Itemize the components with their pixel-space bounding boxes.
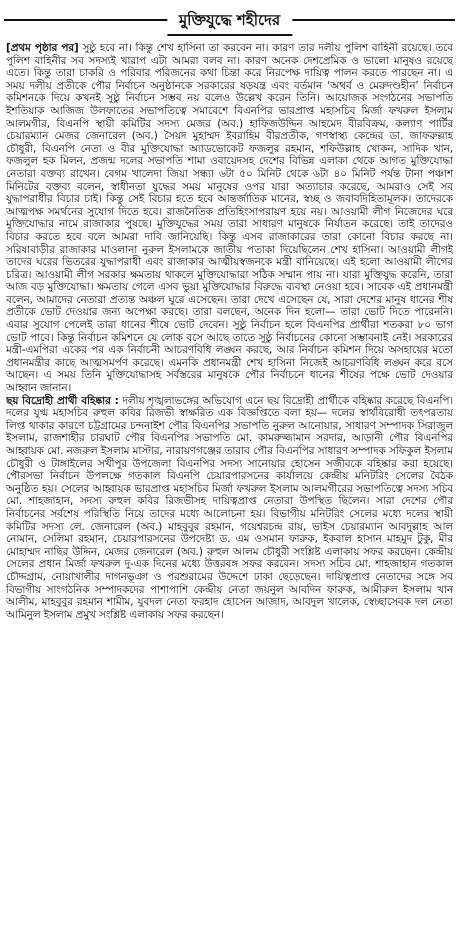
paragraph-2-text: দলীয় শৃঙ্খলাভঙ্গের অভিযোগ এনে ছয় বিদ্রোহী প্রার্থীকে বহিষ্কার করেছে বিএনপি। দলের যুগ্ম মহাসচিব রুহুল কবির রিজভী স্বাক্ষরিত এক বিজ্ঞপ্তিতে বলা হয়— দলের স্বার্থবিরোধী তৎপরতায় লিপ্ত থাকার কারণে চট্টগ্রামের চন্দনাইশ পৌর বিএনপির সভাপতি নুরুল আনোয়ার, সাধারণ সম্পাদক সিরাজুল ইসলাম, রাজশাহীর চারঘাট পৌর বিএনপির সভাপতি মো. কামরুজ্জামান সরদার, আড়ানী পৌর বিএনপির আহ্বায়ক মো. নজরুল ইসলাম মাস্টার, নারায়ণগঞ্জের তারাব পৌর বিএনপির সাধারণ সম্পাদক সফিকুল ইসলাম চৌধুরী ও টাঙ্গাইলের সখীপুর উপজেলা বিএনপির সদস্য সানোয়ার হোসেন সজীবকে বহিষ্কার করা হয়েছে। পৌরসভা নির্বাচন উপলক্ষে গতকাল বিএনপি চেয়ারপারসনের কার্যালয়ে কেন্দ্রীয় মনিটরিং সেলের বৈঠক অনুষ্ঠিত হয়। সেলের আহ্বায়ক ভারপ্রাপ্ত মহাসচিব মির্জা ফখরুল ইসলাম আলমগীরের সভাপতিত্বে সদস্য সচিব মো. শাহজাহান, সদস্য রুহুল কবির রিজভীসহ দায়িত্বপ্রাপ্ত নেতারা উপস্থিত ছিলেন। সারা দেশের পৌর নির্বাচনের সর্বশেষ পরিস্থিতি নিয়ে তাদের মধ্যে আলোচনা হয়। বিভাগীয় মনিটরিং সেলের মধ্যে দলের স্থায়ী কমিটির সদস্য লে. জেনারেল (অব.) মাহবুবুর রহমান, গয়েশ্বরচন্দ্র রায়, ভাইস চেয়ারম্যান আবদুল্লাহ আল নোমান, সেলিমা রহমান, চেয়ারপারসনের উপদেষ্টা ড. এম ওসমান ফারুক, ইকবাল হাসান মাহমুদ টুকু, মীর মোহাম্মদ নাছির উদ্দিন, মেজর জেনারেল (অব.) রুহুল আলম চৌধুরী সংশ্লিষ্ট এলাকায় সফর করছেন। কেন্দ্রীয় সেলের প্রধান মির্জা ফখরুল দু-এক দিনের মধ্যে উত্তরবঙ্গ সফর করবেন। সদস্য সচিব মো. শাহজাহান গতকাল চৌদ্দগ্রাম, নোয়াখালীর দাগনভূঞা ও পরশুরামের উদ্দেশে ঢাকা ছেড়েছেন। দায়িত্বপ্রাপ্ত নেতাদের সঙ্গে সব বিভাগীয় সাংগঠনিক সম্পাদকদের পাশাপাশি কেন্দ্রীয় নেতা জয়নুল আবদিন ফারুক, আমীরুল ইসলাম খান আলীম, মাহবুবুর রহমান শামীম, যুবদল নেতা ফরহাদ হোসেন আজাদ, আবদুল খালেক, স্বেচ্ছাসেবক দল নেতা আমিনুল ইসলাম প্রমুখ সংশ্লিষ্ট এলাকায় সফর করছেন। [6, 394, 453, 621]
paragraph-1-text: সুষ্ঠু হবে না। কিন্তু শেখ হাসিনা তা করবেন না। কারণ তার দলীয় পুলিশ বাহিনী রয়েছে। তবে পুলিশ বাহিনীর সব সদস্যই খারাপ এটা আমরা বলব না। কারণ অনেক দেশপ্রেমিক ও ভালো মানুষও রয়েছে এতে। কিন্তু তারা চাকরি ও পরিবার পরিজনের কথা চিন্তা করে নিরপেক্ষ দায়িত্ব পালন করতে পারছেন না। এ সময় দলীয় প্রতীকে পৌর নির্বাচন অনুষ্ঠানকে সরকারের ষড়যন্ত্র এবং বর্তমান ‘অথর্ব ও মেরুদণ্ডহীন’ নির্বাচন কমিশনকে দিয়ে কখনই সুষ্ঠু নির্বাচন সম্ভব নয় বলেও উল্লেখ করেন তিনি। আয়োজক সংগঠনের সভাপতি ইশতিয়াক আজিজ উলফাতের সভাপতিত্বে সমাবেশে বিএনপির ভারপ্রাপ্ত মহাসচিব মির্জা ফখরুল ইসলাম আলমগীর, বিএনপি স্থায়ী কমিটির সদস্য মেজর (অব.) হাফিজউদ্দিন আহমেদ বীরবিক্রম, কল্যাণ পার্টির চেয়ারম্যান মেজর জেনারেল (অব.) সৈয়দ মুহাম্মদ ইবরাহিম বীরপ্রতীক, গণস্বাস্থ্য কেন্দ্রের ডা. জাফরুল্লাহ চৌধুরী, বিএনপি নেতা ও বীর মুক্তিযোদ্ধা অ্যাডভোকেট ফজলুর রহমান, শফিউল্লাহ খোকন, সাদিক খান, ফজলুল হক মিলন, প্রজন্ম দলের সভাপতি শামা ওবায়েদসহ দেশের বিভিন্ন এলাকা থেকে আগত মুক্তিযোদ্ধা নেতারা বক্তব্য রাখেন। বেগম খালেদা জিয়া সন্ধ্যা ৬টা ৫০ মিনিট থেকে ৬টা ৪০ মিনিট পর্যন্ত টানা পঞ্চাশ মিনিটের বক্তব্য বলেন, স্বাধীনতা যুদ্ধের সময় মানুষের ওপর যারা অত্যাচার করেছে, আমরাও সেই সব যুদ্ধাপরাধীর বিচার চাই। কিন্তু সেই বিচার হতে হবে আন্তর্জাতিক মানের, স্বচ্ছ ও জবাবদিহিতামূলক। তাদেরকে আত্মপক্ষ সমর্থনের সুযোগ দিতে হবে। রাজনৈতিক প্রতিহিংসাপরায়ণ হয়ে নয়। আওয়ামী লীগ নিজেদের ঘরে মুক্তিযোদ্ধার নামে রাজাকার পুষছে। মুক্তিযুদ্ধের সময় তারা সাধারণ মানুষকে নির্যাতন করেছে। তাই তাদেরও বিচার করতে হবে বলে আমরা দাবি জানিয়েছি। কিন্তু এসব রাজাকারের তারা কোনো বিচার করছে না। সরিষাবাড়ীর রাজাকার মাওলানা নুরুল ইসলামকে জাতীয় পতাকা দিয়েছিলেন শেখ হাসিনা। আওয়ামী লীগই তাদের ঘরের ভিতরের যুদ্ধাপরাধী এবং রাজাকার আত্মীয়স্বজনকে মন্ত্রী বানিয়েছে। এই হলো আওয়ামী লীগের চরিত্র। আওয়ামী লীগ সরকার ক্ষমতায় থাকলে মুক্তিযোদ্ধারা সঠিক সম্মান পায় না। যারা মুক্তিযুদ্ধ করেনি, তারা আজ বড় মুক্তিযোদ্ধা। ক্ষমতায় গেলে এসব ভুয়া মুক্তিযোদ্ধার বিরুদ্ধে ব্যবস্থা নেওয়া হবে। সাবেক এই প্রধানমন্ত্রী বলেন, আমাদের নেতারা প্রত্যন্ত অঞ্চল ঘুরে এসেছেন। তারা দেখে এসেছেন যে, সারা দেশের মানুষ ধানের শীষ প্রতীকে ভোট দেওয়ার জন্য অপেক্ষা করছে। তারা বলছেন, অনেক দিন হলো— তারা ভোট দিতে পারেননি। এবার সুযোগ পেলেই তারা ধানের শীষে ভোট দেবেন। সুষ্ঠু নির্বাচন হলে বিএনপির প্রার্থীরা শতকরা ৮০ ভাগ ভোট পাবে। কিন্তু নির্বাচন কমিশনে যে লোক বসে আছে তাতে সুষ্ঠু নির্বাচনের কোনো সম্ভাবনাই নেই। সরকারের মন্ত্রী-এমপিরা একের পর এক নির্বাচনী আচরণবিধি লঙ্ঘন করছে, আর নির্বাচন কমিশন দিয়ে অসহায়ের মতো প্রধানমন্ত্রীর কাছে আত্মসমর্পণ করেছে। এমনকি প্রধানমন্ত্রী শেখ হাসিনা নিজেই আচরণবিধি লঙ্ঘন করে বসে আছেন। এ সময় তিনি মুক্তিযোদ্ধাসহ সর্বস্তরের মানুষকে পৌর নির্বাচনে ধানের শীষের পক্ষে ভোট দেওয়ার আহ্বান জানান। [6, 42, 453, 395]
headline: মুক্তিযুদ্ধে শহীদের [167, 6, 292, 36]
paragraph-1 [6, 42, 453, 395]
paragraph-2 [6, 395, 453, 622]
headline-block [0, 6, 459, 36]
continuation-marker: [প্রথম পৃষ্ঠার পর] [6, 42, 79, 54]
subheading: ছয় বিদ্রোহী প্রার্থী বহিষ্কার : [6, 394, 119, 407]
article-body [6, 42, 453, 945]
